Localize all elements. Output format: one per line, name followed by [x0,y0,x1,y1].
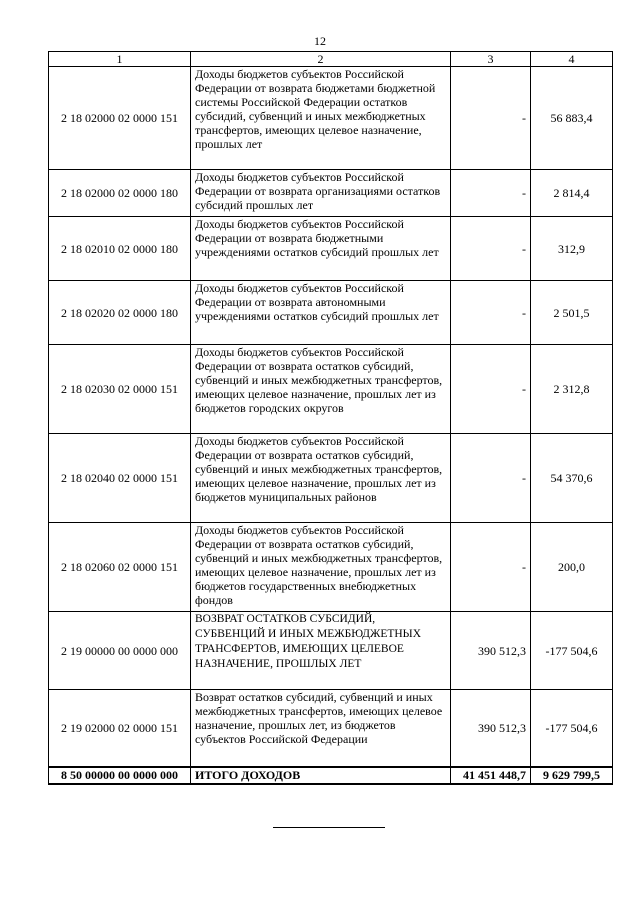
budget-code: 2 18 02040 02 0000 151 [49,434,191,523]
page-number: 12 [314,34,326,48]
value-col-3: - [451,281,531,345]
budget-code: 2 18 02020 02 0000 180 [49,281,191,345]
total-code: 8 50 00000 00 0000 000 [49,767,191,784]
revenue-name: Возврат остатков субсидий, субвенций и иных межбюджетных трансфертов, имеющих целевое назначение, прошлых лет, из бюджетов субъектов Российской Федерации [191,690,451,767]
value-col-3: 390 512,3 [451,690,531,767]
budget-code: 2 19 00000 00 0000 000 [49,612,191,690]
table-row [49,67,613,170]
value-col-4: 2 312,8 [531,345,613,434]
revenue-name: Доходы бюджетов субъектов Российской Федерации от возврата остатков субсидий, субвенций и иных межбюджетных трансфертов, имеющих целевое назначение, прошлых лет из бюджетов городских округов [191,345,451,434]
table-row [49,345,613,434]
value-col-4: 2 501,5 [531,281,613,345]
revenue-name: Доходы бюджетов субъектов Российской Федерации от возврата бюджетами бюджетной системы Российской Федерации остатков субсидий, субвенций и иных межбюджетных трансфертов, имеющих целевое назначение, прошлых лет [191,67,451,170]
value-col-3: - [451,67,531,170]
value-col-3: - [451,170,531,217]
value-col-4: 56 883,4 [531,67,613,170]
value-col-3: 390 512,3 [451,612,531,690]
budget-code: 2 18 02060 02 0000 151 [49,523,191,612]
table-row [49,281,613,345]
revenue-name: ВОЗВРАТ ОСТАТКОВ СУБСИДИЙ, СУБВЕНЦИЙ И ИНЫХ МЕЖБЮДЖЕТНЫХ ТРАНСФЕРТОВ, ИМЕЮЩИХ ЦЕЛЕВОЕ НАЗНАЧЕНИЕ, ПРОШЛЫХ ЛЕТ [191,612,451,690]
budget-revenue-table [48,51,613,785]
header-col-4: 4 [531,52,613,67]
value-col-3: - [451,434,531,523]
table-row [49,612,613,690]
total-row [49,767,613,784]
revenue-name: Доходы бюджетов субъектов Российской Федерации от возврата остатков субсидий, субвенций и иных межбюджетных трансфертов, имеющих целевое назначение, прошлых лет из бюджетов государственных внебюджетных фондов [191,523,451,612]
value-col-4: 54 370,6 [531,434,613,523]
budget-code: 2 18 02000 02 0000 151 [49,67,191,170]
revenue-name: Доходы бюджетов субъектов Российской Федерации от возврата остатков субсидий, субвенций и иных межбюджетных трансфертов, имеющих целевое назначение, прошлых лет из бюджетов муниципальных районов [191,434,451,523]
value-col-4: 200,0 [531,523,613,612]
value-col-4: 2 814,4 [531,170,613,217]
revenue-name: Доходы бюджетов субъектов Российской Федерации от возврата организациями остатков субсидий прошлых лет [191,170,451,217]
revenue-name: Доходы бюджетов субъектов Российской Федерации от возврата автономными учреждениями остатков субсидий прошлых лет [191,281,451,345]
value-col-4: -177 504,6 [531,690,613,767]
table-row [49,170,613,217]
header-col-3: 3 [451,52,531,67]
budget-code: 2 19 02000 02 0000 151 [49,690,191,767]
value-col-3: - [451,345,531,434]
header-row [49,52,613,67]
table-row [49,523,613,612]
revenue-name: Доходы бюджетов субъектов Российской Федерации от возврата бюджетными учреждениями остатков субсидий прошлых лет [191,217,451,281]
total-col-3: 41 451 448,7 [451,767,531,784]
budget-code: 2 18 02000 02 0000 180 [49,170,191,217]
table-row [49,217,613,281]
footer-separator-line [273,827,385,828]
budget-code: 2 18 02030 02 0000 151 [49,345,191,434]
table-row [49,434,613,523]
header-col-2: 2 [191,52,451,67]
total-label: ИТОГО ДОХОДОВ [191,767,451,784]
header-col-1: 1 [49,52,191,67]
table-row [49,690,613,767]
value-col-4: -177 504,6 [531,612,613,690]
value-col-3: - [451,217,531,281]
budget-code: 2 18 02010 02 0000 180 [49,217,191,281]
total-col-4: 9 629 799,5 [531,767,613,784]
value-col-4: 312,9 [531,217,613,281]
value-col-3: - [451,523,531,612]
